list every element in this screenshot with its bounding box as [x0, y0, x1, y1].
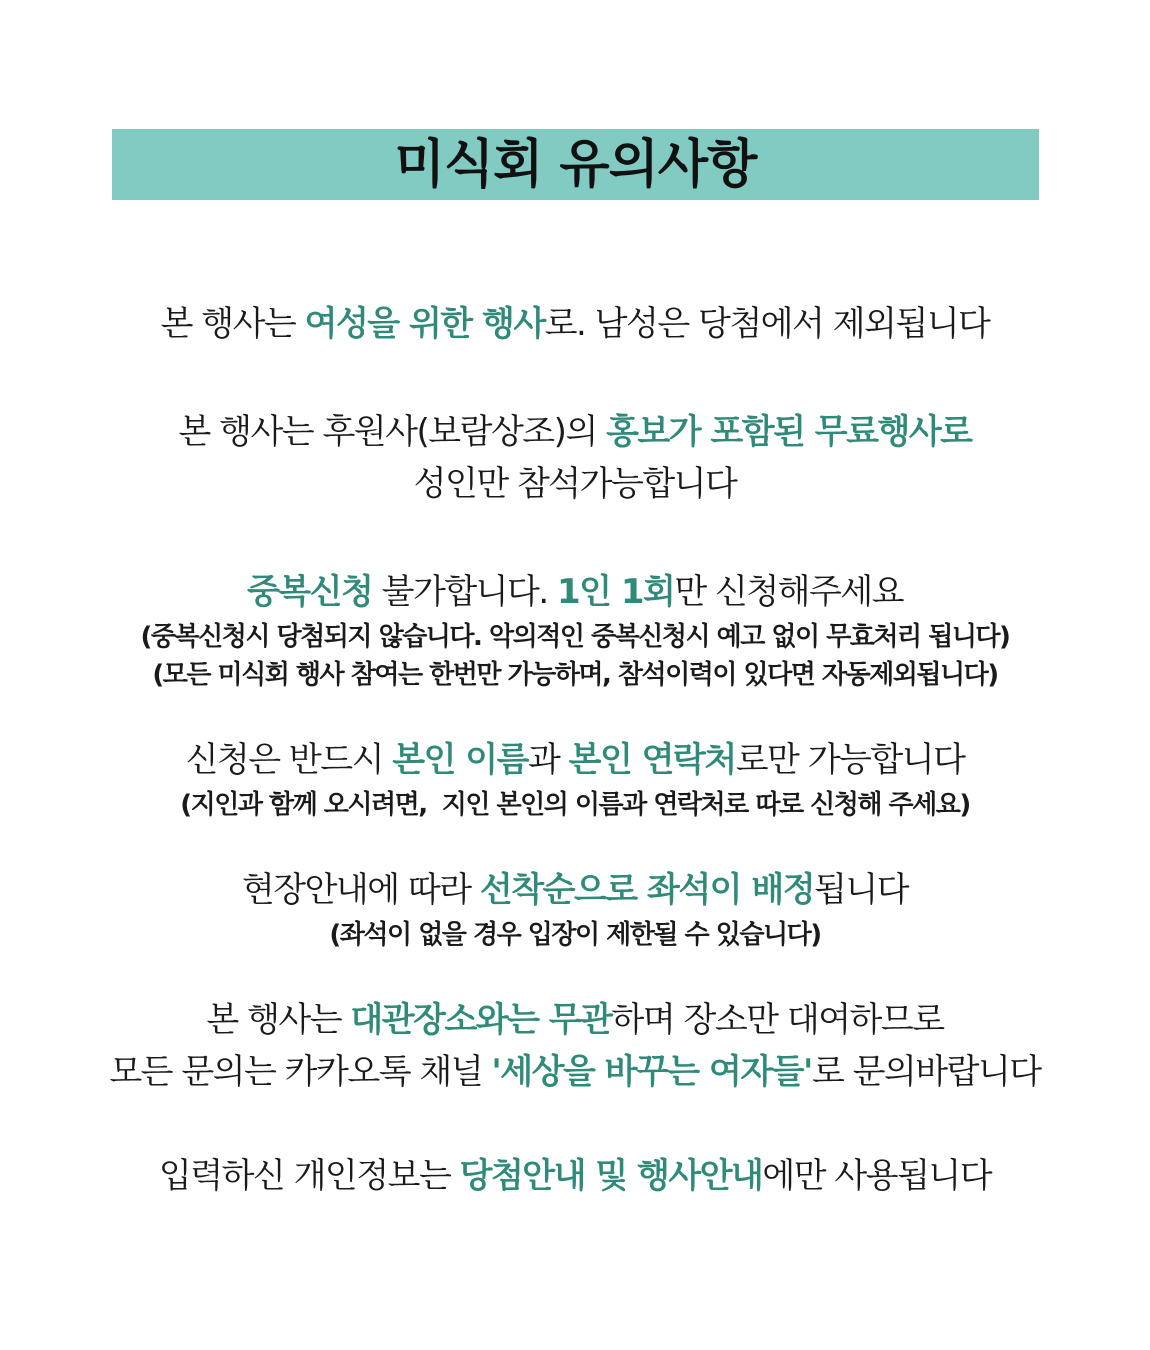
notice-list [0, 298, 1150, 1202]
notice-text: 모든 문의는 카카오톡 채널 [109, 1052, 492, 1092]
notice-line [0, 994, 1150, 1046]
notice-line [0, 1046, 1150, 1098]
notice-subline: (좌석이 없을 경우 입장이 제한될 수 있습니다) [329, 920, 821, 950]
notice-subline: (중복신청시 당첨되지 않습니다. 악의적인 중복신청시 예고 없이 무효처리 됩니다) [140, 622, 1010, 652]
notice-seating [0, 864, 1150, 954]
notice-line [0, 734, 1150, 786]
notice-highlight: 중복신청 [246, 572, 373, 612]
notice-highlight: 본인 이름 [392, 740, 528, 780]
notice-text: 만 신청해주세요 [674, 572, 904, 612]
notice-line [0, 298, 1150, 350]
notice-subline: (모든 미식회 행사 참여는 한번만 가능하며, 참석이력이 있다면 자동제외됩니다) [152, 660, 998, 690]
notice-text: 로. 남성은 당첨에서 제외됩니다 [544, 304, 990, 344]
title-banner [112, 129, 1039, 200]
notice-text: 입력하신 개인정보는 [158, 1156, 460, 1196]
notice-line: 성인만 참석가능합니다 [413, 464, 737, 504]
notice-venue [0, 994, 1150, 1098]
notice-text: 본 행사는 [160, 304, 305, 344]
notice-highlight: 대관장소와는 무관 [350, 1000, 612, 1040]
notice-privacy [0, 1150, 1150, 1202]
notice-text: 과 [527, 740, 569, 780]
notice-text: 본 행사는 후원사(보람상조)의 [178, 412, 607, 452]
notice-highlight: 홍보가 포함된 무료행사로 [606, 412, 972, 452]
notice-text: 에만 사용됩니다 [762, 1156, 992, 1196]
notice-line [0, 864, 1150, 916]
notice-highlight: 선착순으로 좌석이 배정 [479, 870, 815, 910]
notice-duplicate [0, 566, 1150, 694]
notice-text: 로 문의바랍니다 [811, 1052, 1041, 1092]
notice-women-only [0, 298, 1150, 350]
notice-line [0, 566, 1150, 618]
notice-text: 로만 가능합니다 [735, 740, 965, 780]
notice-text: 현장안내에 따라 [241, 870, 480, 910]
notice-highlight: '세상을 바꾸는 여자들' [491, 1052, 812, 1092]
notice-highlight: 본인 연락처 [568, 740, 736, 780]
notice-text: 신청은 반드시 [185, 740, 393, 780]
notice-text: 됩니다 [814, 870, 909, 910]
notice-highlight: 1인 1회 [556, 572, 675, 612]
notice-line [0, 1150, 1150, 1202]
page-title: 미식회 유의사항 [394, 134, 757, 195]
notice-text: 불가합니다. [372, 572, 557, 612]
notice-own-name [0, 734, 1150, 824]
notice-subline: (지인과 함께 오시려면, 지인 본인의 이름과 연락처로 따로 신청해 주세요) [180, 790, 970, 820]
notice-highlight: 당첨안내 및 행사안내 [459, 1156, 763, 1196]
notice-text: 하며 장소만 대여하므로 [611, 1000, 944, 1040]
notice-line [0, 406, 1150, 458]
notice-sponsor [0, 406, 1150, 510]
notice-text: 본 행사는 [206, 1000, 351, 1040]
notice-highlight: 여성을 위한 행사 [304, 304, 545, 344]
